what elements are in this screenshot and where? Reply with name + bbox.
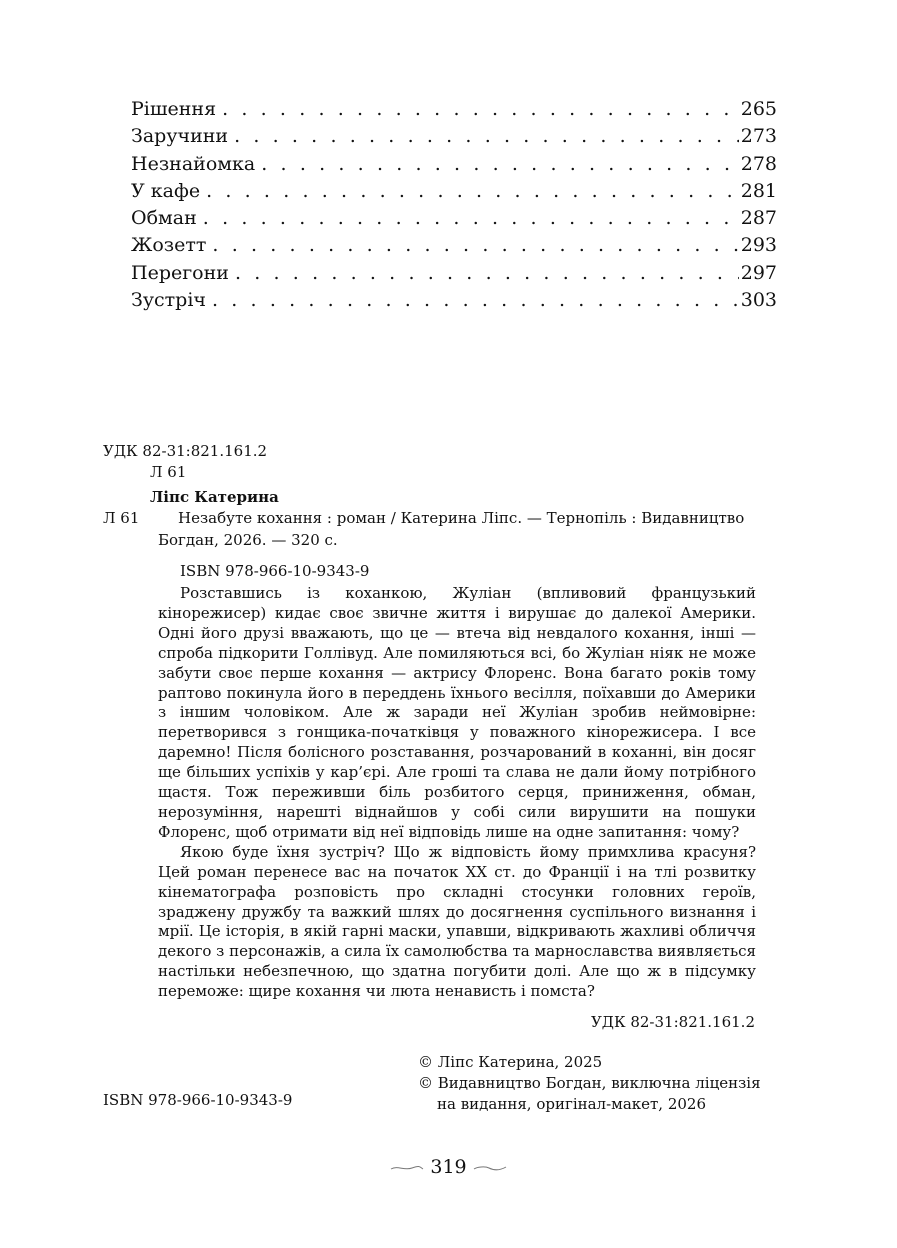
toc-entry-title: У кафе: [131, 179, 201, 202]
toc-entry-title: Рішення: [131, 98, 217, 120]
toc-leader-dots: [203, 205, 739, 232]
toc-entry[interactable]: [131, 178, 777, 205]
toc-entry[interactable]: [131, 123, 777, 150]
copyright-publisher: © Видавництво Богдан, виключна ліцензія: [418, 1074, 761, 1092]
toc-entry-page: 303: [740, 289, 777, 312]
toc-entry-page: 278: [740, 152, 777, 175]
isbn-line: ISBN 978-966-10-9343-9: [180, 562, 370, 580]
right-swash-ornament: [473, 1164, 507, 1172]
author-mark: Л 61: [150, 463, 187, 481]
annotation-paragraph: Якою буде їхня зустріч? Що ж відповість йому примхлива красуня? Цей роман перенесе вас на початок XX ст. до Франції і на тлі розвитку кінематографа розповість про складні стосунки головних героїв, зраджену дружбу та важкий шлях до досягнення суспільного визнання і мрії. Це історія, в якій гарні маски, упавши, відкривають жахливі обличчя декого з персонажів, а сила їх самолюбства та марнославства виявляється настільки небезпечною, що здатна погубити долі. Але що ж в підсумку переможе: щире кохання чи люта ненависть і помста?: [158, 842, 756, 1001]
annotation-paragraph: Розставшись із коханкою, Жуліан (впливовий французький кінорежисер) кидає своє звичне життя і вирушає до далекої Америки. Одні його друзі вважають, що це — втеча від невдалого кохання, інші — спроба підкорити Голлівуд. Але помиляються всі, бо Жуліан ніяк не може забути своє перше кохання — актрису Флоренс. Вона багато років тому раптово покинула його в переддень їхнього весілля, поїхавши до Америки з іншим чоловіком. Але ж заради неї Жуліан зробив неймовірне: перетворився з гонщика-початківця у поважного кінорежисера. І все даремно! Після болісного розставання, розчарований в коханні, він досяг ще більших успіхів у кар’єрі. Але гроші та слава не дали йому потрібного щастя. Тож переживши біль розбитого серця, приниження, обман, нерозуміння, нарешті віднайшов у собі сили вирушити на пошуки Флоренс, щоб отримати від неї відповідь лише на одне запитання: чому?: [158, 584, 756, 841]
index-mark: Л 61: [103, 509, 140, 527]
toc-entry-page: 265: [740, 98, 777, 120]
toc-entry-page: 287: [740, 207, 777, 230]
record-line-2: Богдан, 2026. — 320 с.: [158, 531, 338, 549]
page-number: 319: [430, 1156, 467, 1178]
toc-leader-dots: [212, 287, 739, 314]
toc-entry[interactable]: [131, 151, 777, 178]
toc-leader-dots: [206, 178, 739, 205]
toc-entry[interactable]: [131, 287, 777, 314]
toc-entry-title: Незнайомка: [131, 152, 256, 175]
toc-leader-dots: [234, 123, 739, 150]
toc-entry-page: 293: [740, 234, 777, 257]
toc-entry-page: 273: [740, 125, 777, 148]
toc-leader-dots: [235, 260, 739, 287]
toc-entry-title: Обман: [131, 207, 197, 230]
toc-leader-dots: [222, 96, 739, 123]
toc-entry-title: Перегони: [131, 261, 229, 284]
udk-code-top: УДК 82-31:821.161.2: [103, 442, 268, 460]
toc-leader-dots: [212, 232, 738, 259]
toc-entry[interactable]: [131, 96, 777, 123]
book-annotation: [158, 584, 756, 1002]
toc-entry-title: Заручини: [131, 125, 229, 148]
page-number-block: [0, 1155, 897, 1179]
toc-entry[interactable]: [131, 260, 777, 287]
udk-code-bottom: УДК 82-31:821.161.2: [590, 1013, 755, 1031]
toc-entry-title: Зустріч: [131, 289, 206, 312]
record-line-1: Незабуте кохання : роман / Катерина Ліпс. — Тернопіль : Видавництво: [178, 509, 745, 527]
toc-entry-page: 281: [740, 179, 777, 202]
table-of-contents: [131, 96, 777, 314]
author-name: Ліпс Катерина: [150, 488, 279, 506]
toc-leader-dots: [261, 151, 738, 178]
toc-entry[interactable]: [131, 232, 777, 259]
copyright-author: © Ліпс Катерина, 2025: [418, 1053, 603, 1071]
toc-entry[interactable]: [131, 205, 777, 232]
toc-entry-page: 297: [740, 261, 777, 284]
isbn: ISBN 978-966-10-9343-9: [103, 1091, 293, 1109]
copyright-publisher-cont: на видання, оригінал-макет, 2026: [437, 1095, 707, 1113]
toc-entry-title: Жозетт: [131, 234, 207, 257]
left-swash-ornament: [390, 1164, 424, 1172]
